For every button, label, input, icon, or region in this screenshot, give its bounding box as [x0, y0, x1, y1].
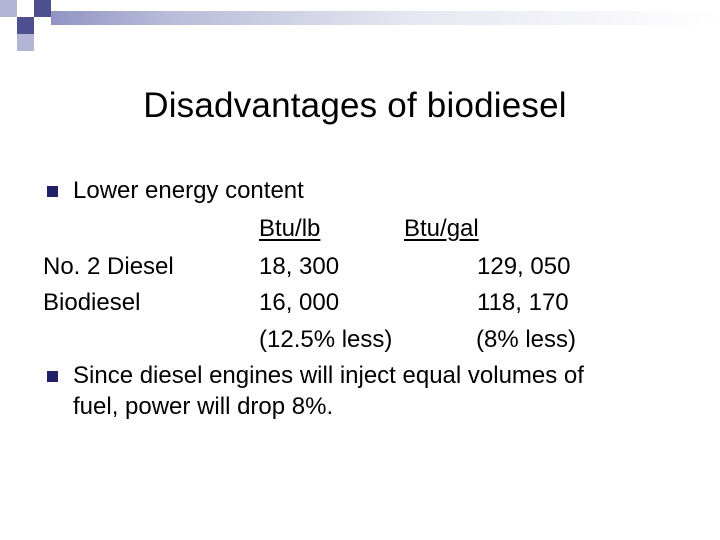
header-square-decoration	[34, 17, 51, 34]
header-square-decoration	[0, 17, 17, 34]
header-square-decoration	[17, 0, 34, 17]
header-square-decoration	[0, 0, 17, 17]
header-square-decoration	[17, 17, 34, 34]
row-label-biodiesel: Biodiesel	[43, 289, 141, 316]
bullet-text-power-line2: fuel, power will drop 8%.	[73, 393, 334, 420]
cell-diesel-btu-lb: 18, 300	[259, 253, 340, 280]
bullet-text-energy: Lower energy content	[73, 177, 304, 204]
slide-title: Disadvantages of biodiesel	[143, 86, 567, 125]
cell-biodiesel-btu-gal: 118, 170	[477, 289, 569, 316]
header-square-decoration	[17, 34, 34, 51]
cell-less-btu-gal: (8% less)	[476, 326, 577, 353]
cell-diesel-btu-gal: 129, 050	[477, 253, 571, 280]
row-label-diesel: No. 2 Diesel	[43, 253, 174, 280]
column-header-btu-lb: Btu/lb	[259, 215, 321, 242]
bullet-text-power-line1: Since diesel engines will inject equal volumes of	[73, 362, 584, 389]
cell-biodiesel-btu-lb: 16, 000	[259, 289, 340, 316]
header-gradient-bar	[30, 11, 720, 25]
square-bullet-icon	[47, 371, 58, 382]
column-header-btu-gal: Btu/gal	[404, 215, 479, 242]
header-square-decoration	[34, 0, 51, 17]
cell-less-btu-lb: (12.5% less)	[259, 326, 393, 353]
square-bullet-icon	[47, 186, 58, 197]
